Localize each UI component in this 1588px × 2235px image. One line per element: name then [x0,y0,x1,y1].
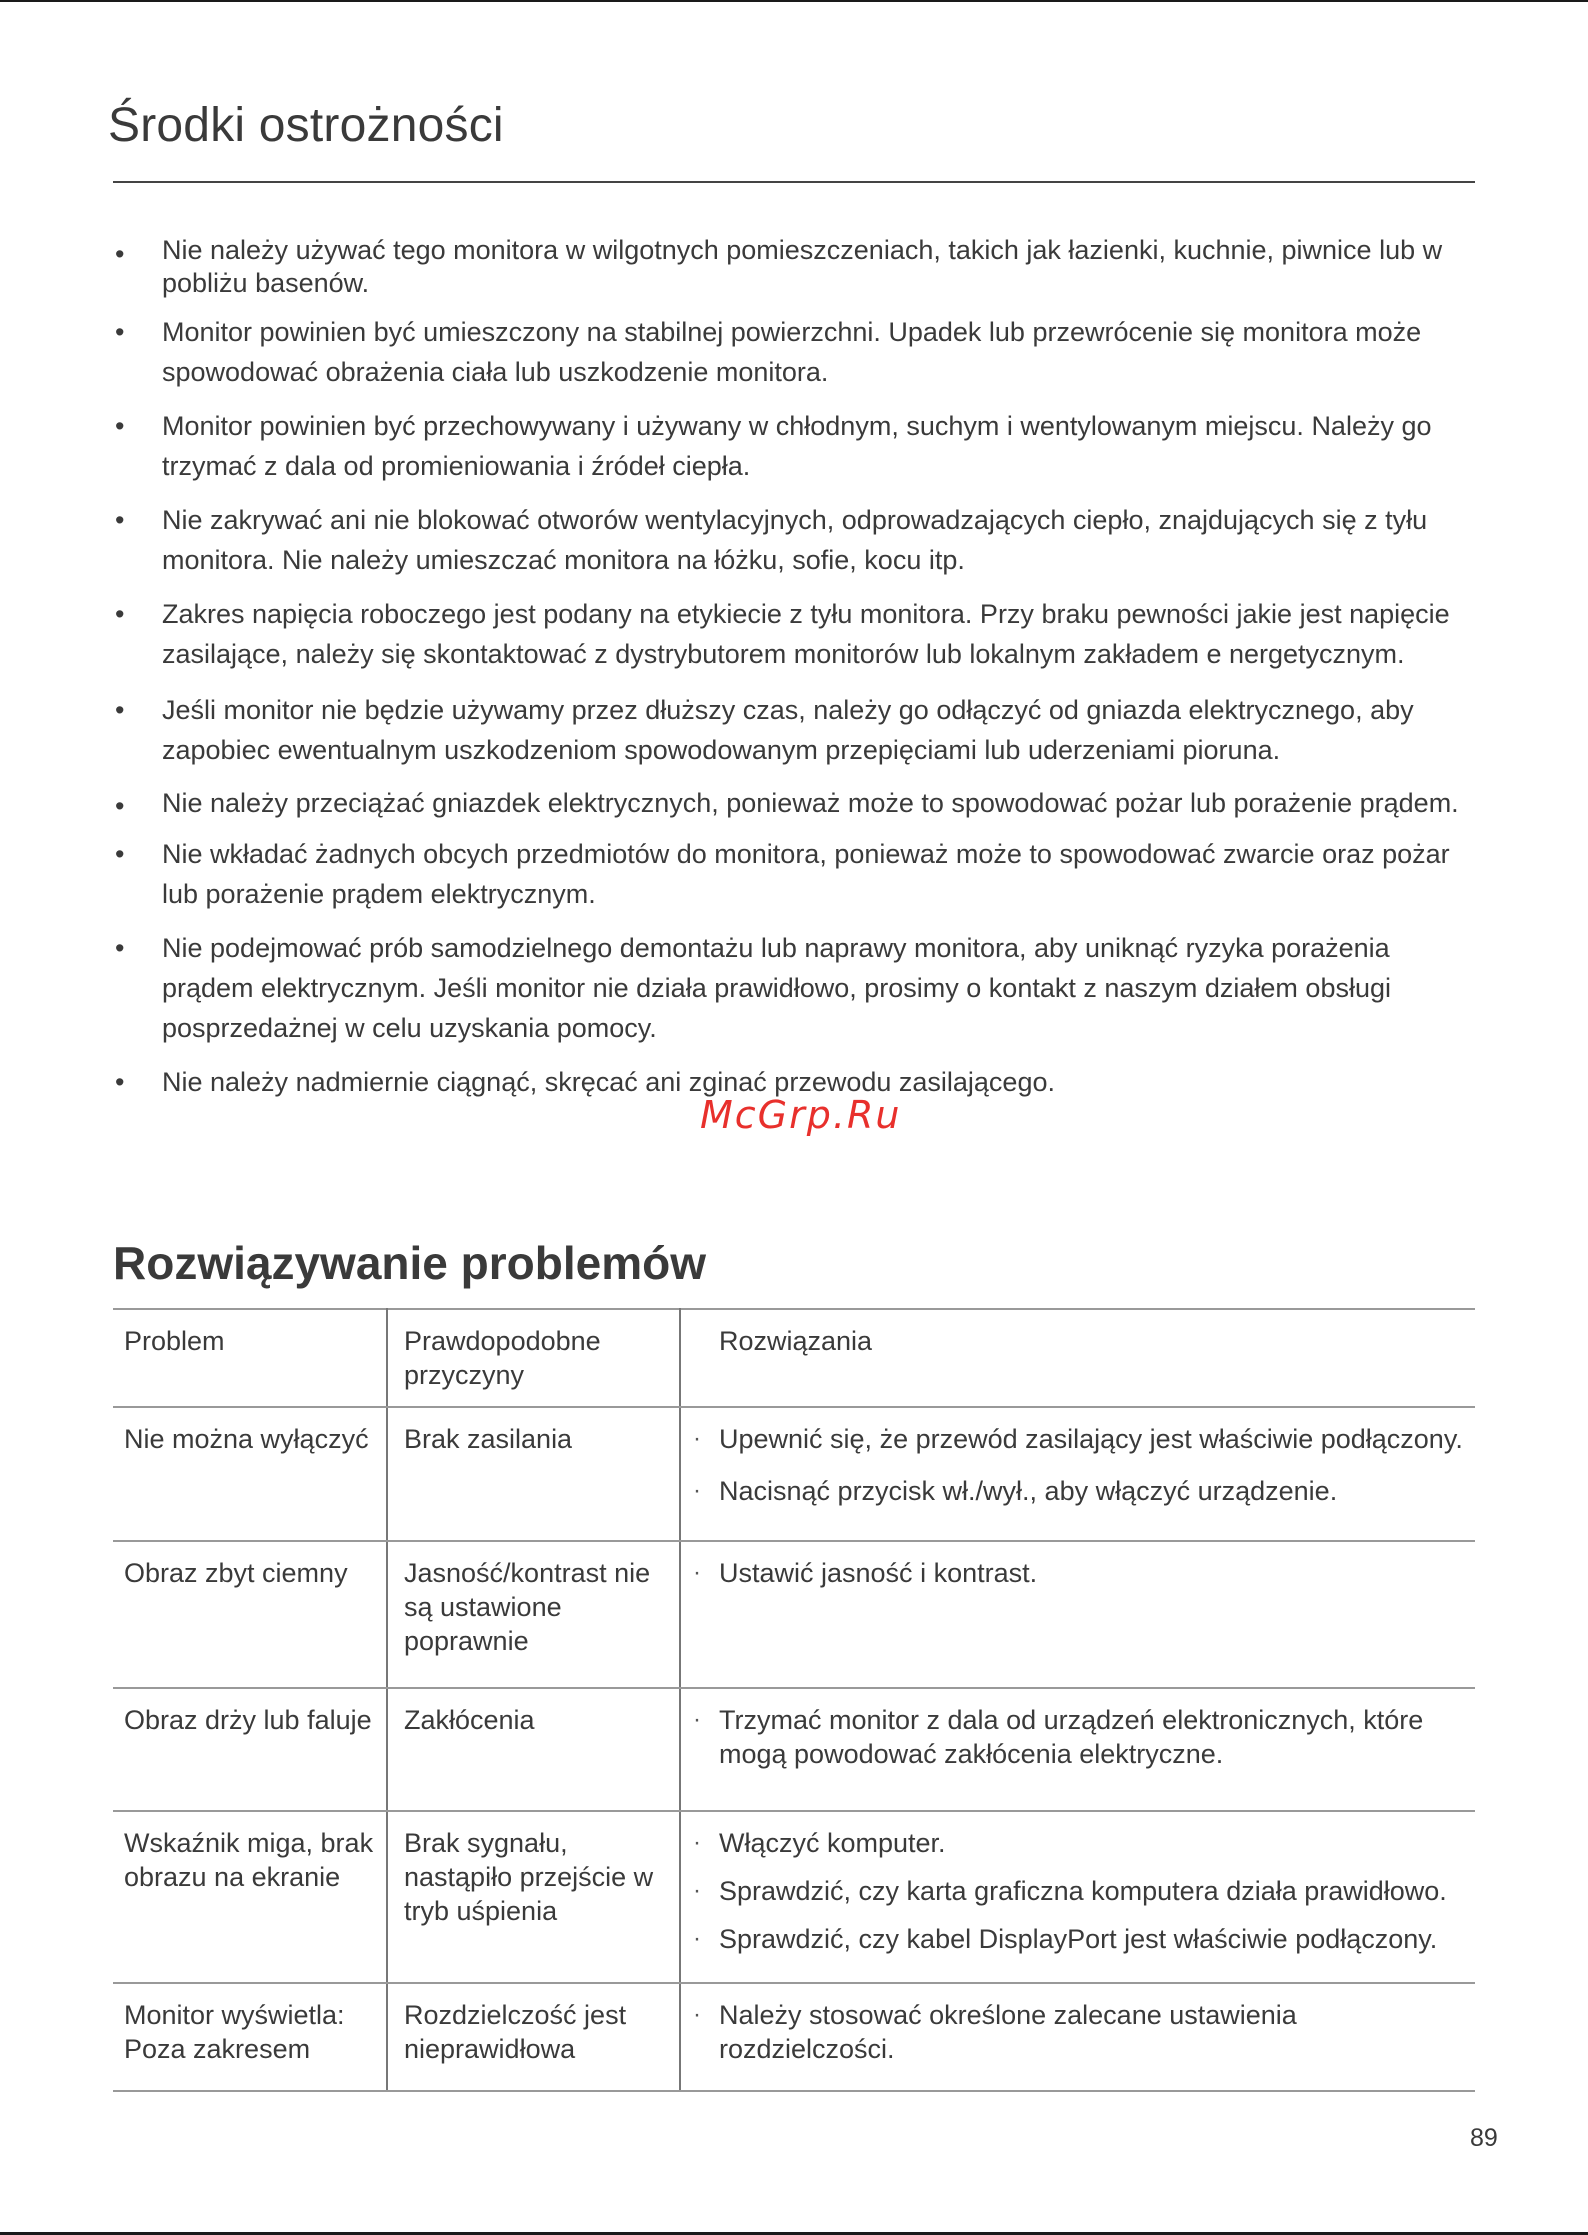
precautions-title: Środki ostrożności [108,99,504,152]
bullet-icon: · [693,1877,701,1904]
bullet-icon: · [693,1425,701,1452]
bullet-icon: • [115,695,125,725]
list-item: • Nie podejmować prób samodzielnego demontażu lub naprawy monitora, aby uniknąć ryzyka porażenia prądem elektrycznym. Jeśli monitor nie działa prawidłowo, prosimy o kontakt z naszym działem obsługi posprzedażnej w celu uzyskania pomocy. [113,928,1493,1048]
solutions-cell [680,1541,1475,1688]
bullet-icon: · [693,2001,701,2028]
table-row [113,1407,1475,1541]
list-item: • Monitor powinien być umieszczony na stabilnej powierzchni. Upadek lub przewrócenie się monitora może spowodować obrażenia ciała lub uszkodzenie monitora. [113,312,1493,392]
bullet-icon: • [115,317,125,347]
solution-item: · Ustawić jasność i kontrast. [693,1558,1038,1588]
bullet-icon: • [115,599,125,629]
list-item: • Nie wkładać żadnych obcych przedmiotów do monitora, ponieważ może to spowodować zwarcie oraz pożar lub porażenie prądem elektrycznym. [113,834,1493,914]
bullet-icon: · [693,1925,701,1952]
bullet-icon: · [693,1559,701,1586]
precautions-list [113,234,1493,1102]
bullet-icon: • [115,839,125,869]
cause-cell: Rozdzielczość jest nieprawidłowa [387,1983,680,2091]
solution-item: · Należy stosować określone zalecane ustawienia rozdzielczości. [693,2000,1297,2064]
bullet-icon: · [693,1829,701,1856]
problem-cell: Nie można wyłączyć [113,1407,387,1541]
solution-item: · Włączyć komputer. [693,1828,946,1858]
bullet-icon: • [115,791,125,821]
table-row [113,1688,1475,1811]
bullet-icon: • [115,411,125,441]
cause-cell: Zakłócenia [387,1688,680,1811]
list-item: • Nie należy nadmiernie ciągnąć, skręcać ani zginać przewodu zasilającego. [113,1062,1493,1102]
solution-item: · Sprawdzić, czy karta graficzna komputera działa prawidłowo. [693,1876,1447,1906]
solution-item: · Upewnić się, że przewód zasilający jest właściwie podłączony. [693,1424,1463,1454]
page-top-border [0,0,1588,2]
bullet-icon: · [693,1706,701,1733]
list-item: • Nie należy przeciążać gniazdek elektrycznych, ponieważ może to spowodować pożar lub porażenie prądem. [113,786,1493,820]
solution-item: · Sprawdzić, czy kabel DisplayPort jest właściwie podłączony. [693,1924,1438,1954]
header-causes: Prawdopodobne przyczyny [387,1309,680,1407]
list-item: • Nie zakrywać ani nie blokować otworów wentylacyjnych, odprowadzających ciepło, znajdujących się z tyłu monitora. Nie należy umieszczać monitora na łóżku, sofie, kocu itp. [113,500,1493,580]
watermark: McGrp.Ru [700,1093,902,1137]
table-header-row [113,1309,1475,1407]
bullet-icon: • [115,933,125,963]
list-item: • Zakres napięcia roboczego jest podany na etykiecie z tyłu monitora. Przy braku pewności jakie jest napięcie zasilające, należy się skontaktować z dystrybutorem monitorów lub lokalnym zakładem e nergetycznym. [113,594,1493,674]
header-solutions: Rozwiązania [680,1309,1475,1407]
table-row [113,1811,1475,1983]
solutions-cell [680,1983,1475,2091]
header-problem: Problem [113,1309,387,1407]
bullet-icon: • [115,239,125,269]
list-item: • Nie należy używać tego monitora w wilgotnych pomieszczeniach, takich jak łazienki, kuchnie, piwnice lub w pobliżu basenów. [115,235,1443,298]
solution-item: · Nacisnąć przycisk wł./wył., aby włączyć urządzenie. [693,1476,1338,1506]
title-divider [113,181,1475,183]
solutions-cell [680,1407,1475,1541]
list-item: • Monitor powinien być przechowywany i używany w chłodnym, suchym i wentylowanym miejscu. Należy go trzymać z dala od promieniowania i źródeł ciepła. [113,406,1493,486]
problem-cell: Wskaźnik miga, brak obrazu na ekranie [113,1811,387,1983]
bullet-icon: • [115,1067,125,1097]
cause-cell: Jasność/kontrast nie są ustawione poprawnie [387,1541,680,1688]
table-row [113,1983,1475,2091]
table-row [113,1541,1475,1688]
cause-cell: Brak sygnału, nastąpiło przejście w tryb uśpienia [387,1811,680,1983]
solution-item: · Trzymać monitor z dala od urządzeń elektronicznych, które mogą powodować zakłócenia elektryczne. [693,1705,1424,1769]
cause-cell: Brak zasilania [387,1407,680,1541]
page-number: 89 [1470,2124,1498,2152]
problem-cell: Monitor wyświetla: Poza zakresem [113,1983,387,2091]
problem-cell: Obraz zbyt ciemny [113,1541,387,1688]
troubleshooting-table [113,1308,1475,2092]
bullet-icon: • [115,505,125,535]
bullet-icon: · [693,1477,701,1504]
list-item: • Jeśli monitor nie będzie używamy przez dłuższy czas, należy go odłączyć od gniazda elektrycznego, aby zapobiec ewentualnym uszkodzeniom spowodowanym przepięciami lub uderzeniami pioruna. [113,690,1493,770]
problem-cell: Obraz drży lub faluje [113,1688,387,1811]
troubleshooting-title: Rozwiązywanie problemów [113,1237,706,1289]
solutions-cell [680,1811,1475,1983]
solutions-cell [680,1688,1475,1811]
